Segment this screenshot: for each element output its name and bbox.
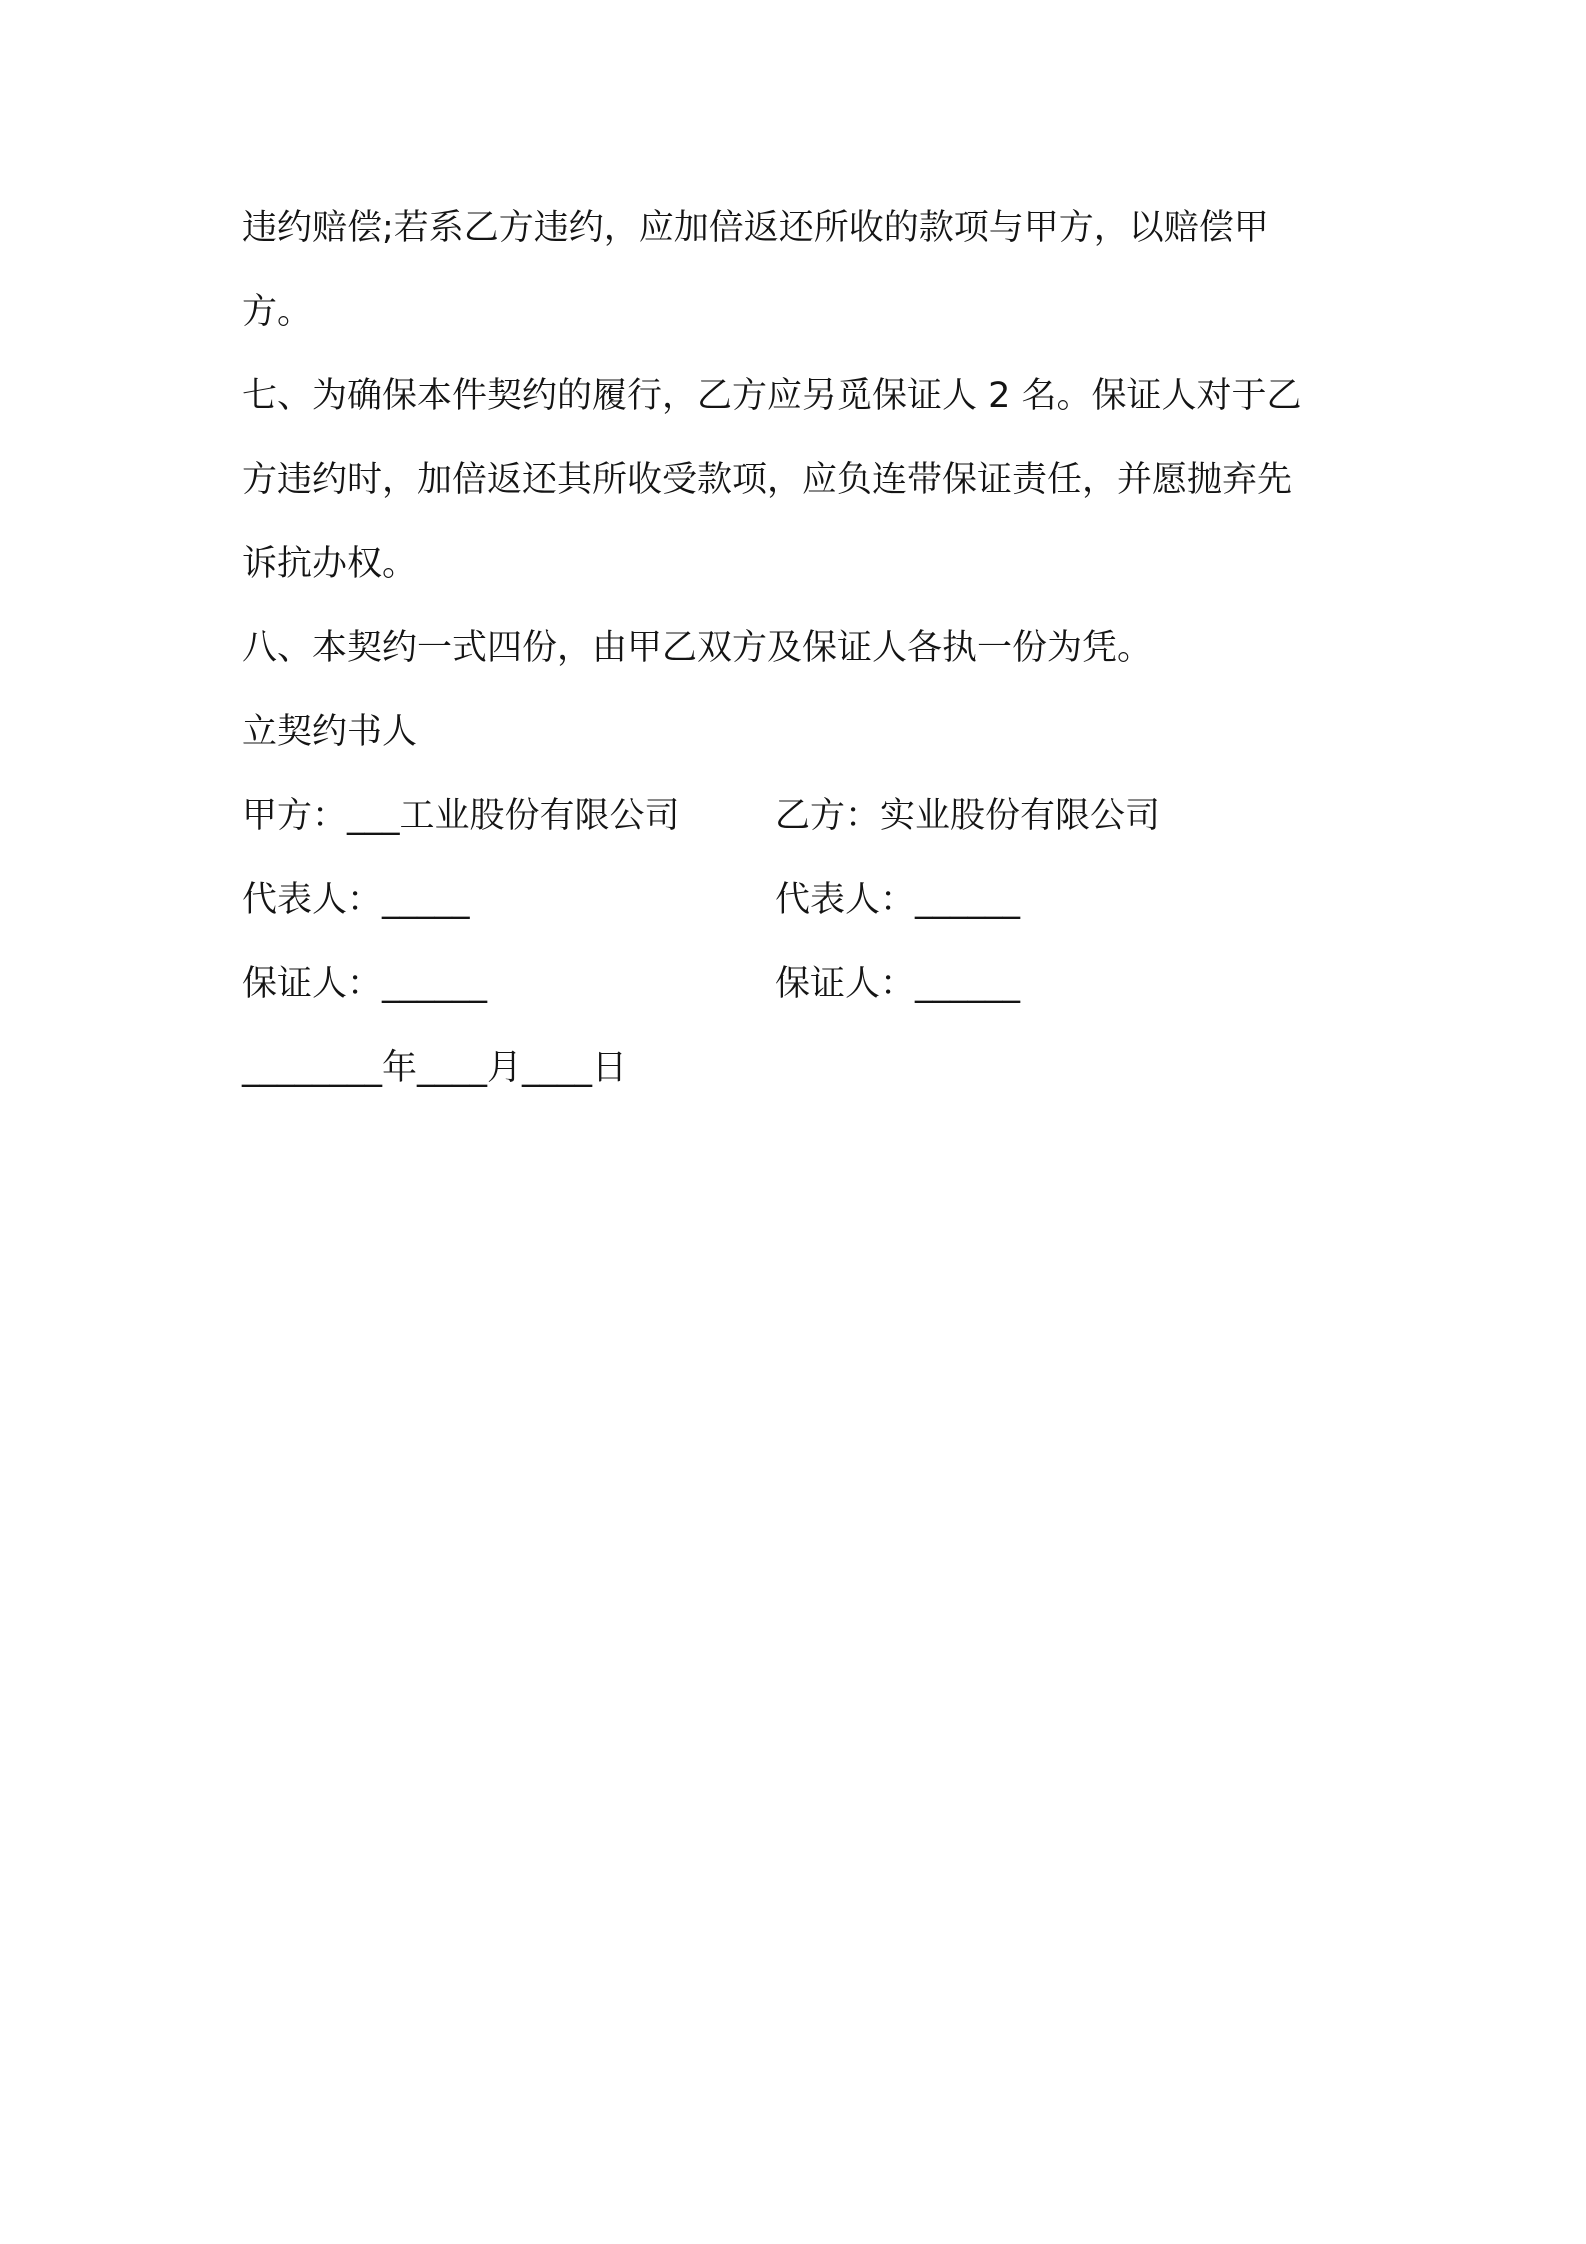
paragraph-6-tail-line-2: 方。 (242, 292, 313, 332)
party-b: 乙方：实业股份有限公司 (775, 796, 1161, 836)
paragraph-6-tail-line-1: 违约赔偿;若系乙方违约，应加倍返还所收的款项与甲方，以赔偿甲 (242, 208, 1269, 248)
paragraph-7-line-3: 诉抗办权。 (242, 544, 418, 584)
date-line: ________年____月____日 (242, 1048, 628, 1088)
party-a: 甲方：___工业股份有限公司 (242, 796, 680, 836)
guarantor-a: 保证人：______ (242, 964, 488, 1004)
representative-a: 代表人：_____ (242, 880, 470, 920)
paragraph-7-line-1: 七、为确保本件契约的履行，乙方应另觅保证人 2 名。保证人对于乙 (242, 376, 1302, 416)
signatories-heading: 立契约书人 (242, 712, 418, 752)
representative-b: 代表人：______ (775, 880, 1021, 920)
paragraph-8: 八、本契约一式四份，由甲乙双方及保证人各执一份为凭。 (242, 628, 1153, 668)
guarantor-b: 保证人：______ (775, 964, 1021, 1004)
paragraph-7-line-2: 方违约时，加倍返还其所收受款项，应负连带保证责任，并愿抛弃先 (242, 460, 1293, 500)
